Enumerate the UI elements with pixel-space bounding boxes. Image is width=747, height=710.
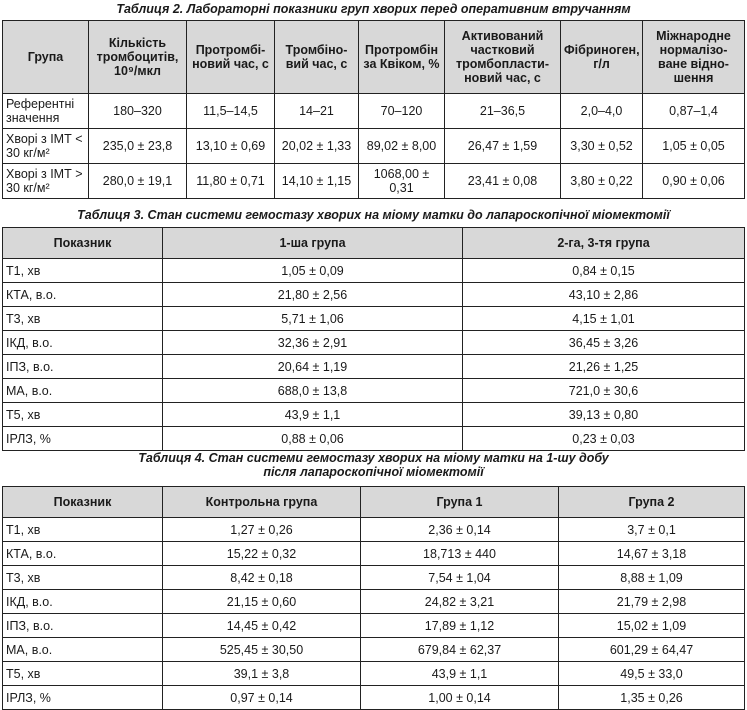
value-cell: 70–120	[359, 94, 445, 129]
value-cell: 89,02 ± 8,00	[359, 129, 445, 164]
value-cell: 1,00 ± 0,14	[361, 686, 559, 710]
table2-lab-indicators	[2, 20, 745, 199]
table3-header-row	[3, 228, 745, 259]
value-cell: 235,0 ± 23,8	[89, 129, 187, 164]
value-cell: 21,79 ± 2,98	[559, 590, 745, 614]
row-label-cell: Хворі з ІМТ > 30 кг/м²	[3, 164, 89, 199]
value-cell: 3,80 ± 0,22	[561, 164, 643, 199]
row-label-cell: Референтні значення	[3, 94, 89, 129]
value-cell: 180–320	[89, 94, 187, 129]
value-cell: 17,89 ± 1,12	[361, 614, 559, 638]
row-label-cell: ІРЛЗ, %	[3, 427, 163, 451]
value-cell: 20,02 ± 1,33	[275, 129, 359, 164]
value-cell: 49,5 ± 33,0	[559, 662, 745, 686]
table4-header-row	[3, 487, 745, 518]
value-cell: 13,10 ± 0,69	[187, 129, 275, 164]
value-cell: 14–21	[275, 94, 359, 129]
row-label-cell: Т3, хв	[3, 566, 163, 590]
value-cell: 26,47 ± 1,59	[445, 129, 561, 164]
value-cell: 20,64 ± 1,19	[163, 355, 463, 379]
table3-body	[3, 259, 745, 451]
value-cell: 3,7 ± 0,1	[559, 518, 745, 542]
table-row	[3, 614, 745, 638]
value-cell: 0,90 ± 0,06	[643, 164, 745, 199]
table4-hemostasis-after	[2, 486, 745, 710]
value-cell: 0,23 ± 0,03	[463, 427, 745, 451]
value-cell: 688,0 ± 13,8	[163, 379, 463, 403]
row-label-cell: ІПЗ, в.о.	[3, 355, 163, 379]
column-header: Активований частковий тромбопласти-новий час, с	[445, 21, 561, 94]
table-row	[3, 94, 745, 129]
value-cell: 23,41 ± 0,08	[445, 164, 561, 199]
table2-caption: Таблиця 2. Лабораторні показники груп хворих перед оперативним втручанням	[116, 2, 631, 16]
table3-caption: Таблиця 3. Стан системи гемостазу хворих на міому матки до лапароскопічної міомектомії	[77, 208, 670, 222]
table-row	[3, 355, 745, 379]
column-header: Група	[3, 21, 89, 94]
value-cell: 21,26 ± 1,25	[463, 355, 745, 379]
value-cell: 36,45 ± 3,26	[463, 331, 745, 355]
row-label-cell: МА, в.о.	[3, 379, 163, 403]
table-row	[3, 427, 745, 451]
column-header: Протромбін за Квіком, %	[359, 21, 445, 94]
value-cell: 1,05 ± 0,09	[163, 259, 463, 283]
row-label-cell: Хворі з ІМТ < 30 кг/м²	[3, 129, 89, 164]
row-label-cell: Т5, хв	[3, 662, 163, 686]
value-cell: 39,13 ± 0,80	[463, 403, 745, 427]
value-cell: 7,54 ± 1,04	[361, 566, 559, 590]
column-header: Група 1	[361, 487, 559, 518]
value-cell: 15,02 ± 1,09	[559, 614, 745, 638]
value-cell: 8,88 ± 1,09	[559, 566, 745, 590]
column-header: Показник	[3, 228, 163, 259]
value-cell: 43,9 ± 1,1	[361, 662, 559, 686]
value-cell: 5,71 ± 1,06	[163, 307, 463, 331]
value-cell: 43,10 ± 2,86	[463, 283, 745, 307]
column-header: Кількість тромбоцитів, 10⁹/мкл	[89, 21, 187, 94]
table-row	[3, 638, 745, 662]
row-label-cell: ІКД, в.о.	[3, 331, 163, 355]
table3-hemostasis-before	[2, 227, 745, 451]
value-cell: 1,05 ± 0,05	[643, 129, 745, 164]
value-cell: 11,80 ± 0,71	[187, 164, 275, 199]
value-cell: 0,97 ± 0,14	[163, 686, 361, 710]
value-cell: 21,80 ± 2,56	[163, 283, 463, 307]
column-header: Група 2	[559, 487, 745, 518]
column-header: Фібриноген, г/л	[561, 21, 643, 94]
row-label-cell: Т1, хв	[3, 518, 163, 542]
value-cell: 14,10 ± 1,15	[275, 164, 359, 199]
value-cell: 525,45 ± 30,50	[163, 638, 361, 662]
table-row	[3, 403, 745, 427]
table-row	[3, 307, 745, 331]
table2-body	[3, 94, 745, 199]
table-row	[3, 662, 745, 686]
value-cell: 2,36 ± 0,14	[361, 518, 559, 542]
table4-caption-line2: після лапароскопічної міомектомії	[263, 465, 484, 479]
row-label-cell: Т1, хв	[3, 259, 163, 283]
value-cell: 601,29 ± 64,47	[559, 638, 745, 662]
table-row	[3, 518, 745, 542]
value-cell: 0,84 ± 0,15	[463, 259, 745, 283]
column-header: Міжнародне нормалізо-ване відно-шення	[643, 21, 745, 94]
value-cell: 21–36,5	[445, 94, 561, 129]
value-cell: 1,27 ± 0,26	[163, 518, 361, 542]
table4-body	[3, 518, 745, 710]
value-cell: 14,67 ± 3,18	[559, 542, 745, 566]
value-cell: 14,45 ± 0,42	[163, 614, 361, 638]
column-header: 1-ша група	[163, 228, 463, 259]
column-header: 2-га, 3-тя група	[463, 228, 745, 259]
table-row	[3, 566, 745, 590]
row-label-cell: ІКД, в.о.	[3, 590, 163, 614]
table-row	[3, 283, 745, 307]
table4-caption-line1: Таблиця 4. Стан системи гемостазу хворих на міому матки на 1-шу добу	[138, 451, 609, 465]
table-row	[3, 542, 745, 566]
table-row	[3, 164, 745, 199]
table-row	[3, 590, 745, 614]
row-label-cell: Т3, хв	[3, 307, 163, 331]
value-cell: 32,36 ± 2,91	[163, 331, 463, 355]
value-cell: 18,713 ± 440	[361, 542, 559, 566]
value-cell: 39,1 ± 3,8	[163, 662, 361, 686]
value-cell: 24,82 ± 3,21	[361, 590, 559, 614]
table-row	[3, 129, 745, 164]
value-cell: 679,84 ± 62,37	[361, 638, 559, 662]
column-header: Контрольна група	[163, 487, 361, 518]
value-cell: 21,15 ± 0,60	[163, 590, 361, 614]
row-label-cell: МА, в.о.	[3, 638, 163, 662]
value-cell: 43,9 ± 1,1	[163, 403, 463, 427]
value-cell: 2,0–4,0	[561, 94, 643, 129]
value-cell: 0,88 ± 0,06	[163, 427, 463, 451]
value-cell: 280,0 ± 19,1	[89, 164, 187, 199]
value-cell: 1,35 ± 0,26	[559, 686, 745, 710]
column-header: Тромбіно-вий час, с	[275, 21, 359, 94]
column-header: Протромбі-новий час, с	[187, 21, 275, 94]
table4-caption	[0, 451, 747, 479]
table-row	[3, 686, 745, 710]
value-cell: 1068,00 ± 0,31	[359, 164, 445, 199]
table-row	[3, 259, 745, 283]
row-label-cell: ІРЛЗ, %	[3, 686, 163, 710]
value-cell: 11,5–14,5	[187, 94, 275, 129]
table2-header-row	[3, 21, 745, 94]
value-cell: 8,42 ± 0,18	[163, 566, 361, 590]
row-label-cell: КТА, в.о.	[3, 283, 163, 307]
row-label-cell: КТА, в.о.	[3, 542, 163, 566]
value-cell: 721,0 ± 30,6	[463, 379, 745, 403]
value-cell: 15,22 ± 0,32	[163, 542, 361, 566]
value-cell: 3,30 ± 0,52	[561, 129, 643, 164]
row-label-cell: Т5, хв	[3, 403, 163, 427]
table-row	[3, 331, 745, 355]
column-header: Показник	[3, 487, 163, 518]
table-row	[3, 379, 745, 403]
value-cell: 4,15 ± 1,01	[463, 307, 745, 331]
value-cell: 0,87–1,4	[643, 94, 745, 129]
row-label-cell: ІПЗ, в.о.	[3, 614, 163, 638]
